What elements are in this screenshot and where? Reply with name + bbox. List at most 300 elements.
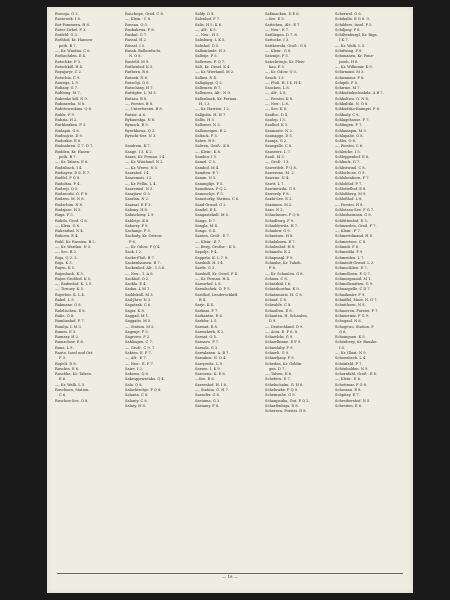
index-entry: Sackenhausen. B 7. [125, 260, 161, 265]
index-entry: E 6. [59, 377, 67, 382]
index-entry: —, Forstei. B 8. [125, 102, 154, 107]
index-entry: Sawinewski. G 9. [265, 186, 297, 191]
index-entry: Ruthenhof. K 5. [125, 64, 154, 69]
index-entry: Saltack. F 5. [195, 133, 218, 138]
index-entry: Schkudinkschinkda. A B 7. [335, 91, 384, 96]
index-entry: Rysehkowa. Q 3. [125, 128, 156, 133]
index-entry: Sapolje. P 4. [195, 250, 218, 255]
index-entry: Rotschia. C 9. [55, 75, 81, 80]
index-entry: H. I 3. [199, 102, 211, 107]
index-entry: Salanta. C 8. [125, 393, 149, 398]
index-entry: Schilders, Insel. F 5. [335, 22, 373, 27]
index-entry: Sangla. M 4. [195, 223, 219, 228]
index-entry: —, Kr. Wierland. M 2. [195, 70, 235, 75]
index-entry: Schlagehouse. F 7. [335, 117, 370, 122]
index-entry: Sad-Jhrw. N 3. [125, 298, 152, 303]
index-entry: Rujen-Großhof. K 5. [55, 276, 92, 281]
index-entry: Rudzen. M. N 8. [55, 197, 85, 202]
index-entry: Schkudsko-Knimpri. F 8. [335, 107, 381, 112]
index-entry: —, Kr. Wardau. N 3. [55, 245, 92, 250]
index-entry: —, Kr. Schaulen. G 8. [265, 271, 304, 276]
index-entry: P 6. [129, 239, 136, 244]
index-entry: Sarskiill, Kr. Oesel. F 4. [195, 271, 239, 276]
index-entry: Schmertdinand. H 8. [335, 234, 373, 239]
index-entry: Sarkfor. L 5. [195, 319, 218, 324]
index-entry: Saage. I 3. K 2. [125, 149, 153, 154]
index-entry: Salachtschje. P Q 8. [125, 388, 162, 393]
index-entry: Salanty. C 8. [125, 398, 148, 403]
index-entry: Sarsola. G 3. [195, 345, 219, 350]
index-entry: Saunja. G 2. [265, 139, 288, 144]
index-entry: Scheuhle. C 8. [265, 303, 292, 308]
index-entry: Saucken. L 8. [265, 86, 290, 91]
index-entry: —, Kr. Talsen. E 6. [55, 160, 89, 165]
index-entry: Sallomeigen. R 2. [195, 128, 228, 133]
index-entry: Rujen. K 5. [55, 266, 76, 271]
index-entry: Schmollown. P. Q 7. [335, 271, 371, 276]
index-entry: Schnorren, Forstei. F 7. [335, 308, 379, 313]
index-entry: Saxo. N 2. [265, 207, 284, 212]
index-entry: Schirme. M 7. [335, 86, 361, 91]
index-entry: Schatzmuriz. H. C 8. [265, 292, 303, 297]
index-entry: Schatzkowlna. K 9. [265, 287, 300, 292]
index-entry: Sarmat. R 8. [195, 324, 218, 329]
index-entry: I 8. [339, 345, 345, 350]
index-entry: Schaulten. E 8. [265, 308, 293, 313]
index-entry: Sallamünde. H 3. [195, 49, 227, 54]
index-entry: Schiltenburgl, Kr. Riga. [335, 33, 378, 38]
index-entry: D 9. [269, 319, 277, 324]
index-entry: —, Radenhof. K. L 5. [55, 282, 93, 287]
index-entry: Rotschkill. H 4. [55, 64, 84, 69]
index-entry: Schizanaur. F 8. [335, 75, 365, 80]
index-entry: Ruschin. E 6. [55, 366, 80, 371]
index-entry: —, Acra. E. F 6. 8. [265, 329, 299, 334]
index-entry: —, Groß-. C 9. 7. [125, 345, 156, 350]
index-entry: Schoingoen. K 5. [335, 335, 366, 340]
index-entry: Scheluchalm. G. H 8. [265, 382, 304, 387]
index-entry: Sappeln. K. L 7. 8. [195, 255, 229, 260]
index-entry: Rubenhe kill. N 9. [55, 96, 88, 101]
index-entry: Rüssel. I 5. [125, 43, 146, 48]
document-page [47, 7, 413, 593]
index-entry: —, Kr. Gdow. P Q 4. [125, 245, 161, 250]
index-entry: Saddeküll. M 3. [125, 292, 154, 297]
index-entry: Rudnojcie. D 9. [55, 133, 83, 138]
index-entry: Schawlaby. F 9. [265, 345, 294, 350]
index-entry: Ruschupe, Grod. C 8. [125, 12, 164, 16]
index-entry: Schipili. F 8. [335, 80, 359, 85]
index-entry: Sacke-Fluß. B 7. [125, 255, 155, 260]
index-entry: Schnithoen. N 8. [335, 303, 366, 308]
index-entry: Schersen, Forstei. D 8. [265, 409, 307, 414]
index-entry: Schmertsee. C 8. [335, 239, 367, 244]
index-entry: Sallemen. B 7. [195, 86, 222, 91]
index-entry: Schleicke. I 5. [335, 149, 361, 154]
index-entry: joseh. H 8. [339, 59, 359, 64]
index-entry: —, Kr. Walk. L 5. [55, 382, 86, 387]
index-entry: Rubzia. H 2. [55, 117, 78, 122]
index-entry: Samel. C 5. [195, 160, 216, 165]
index-entry: Rudzeczhi. O. P 8. [55, 192, 89, 197]
index-entry: Rubbing. M 7. [55, 91, 81, 96]
index-entry: Rutnek. N 6. [125, 75, 149, 80]
index-entry: Samiten. E 7. [195, 170, 220, 175]
index-entry: Schmurgramd. M 1. [335, 276, 372, 281]
index-entry: Salaty. H 8. [125, 403, 146, 408]
index-entry: Sango. D 7. [195, 218, 217, 223]
index-entry: Schadow. G 9. [265, 229, 291, 234]
index-entry: Saxhi-See. E 2. [265, 197, 293, 202]
index-entry: Schlobenhorn. F 7. [335, 176, 370, 181]
index-entry: Rutzie. A 6. [125, 112, 147, 117]
index-entry: —, Forstei. H 8. [335, 202, 364, 207]
index-entry: Schnakmirr. F 9. [335, 292, 366, 297]
index-entry: Sarzenhof. H. I 6. [195, 382, 228, 387]
index-entry: Salwe. R 9. [195, 139, 216, 144]
index-entry: Ruhoen. E 4. [55, 234, 79, 239]
index-entry: Rumlja. L M 3. [55, 324, 82, 329]
index-column-3 [195, 12, 265, 572]
index-entry: Sackenhof, Alt-. 1.5.6. [125, 266, 166, 271]
index-entry: Saggad. M 1. [125, 313, 150, 318]
index-entry: Sallis. H 3. [195, 117, 215, 122]
index-entry: —, Kr. Walk. L 5. [335, 43, 366, 48]
index-entry: Schlei. O 8. [335, 139, 357, 144]
index-entry: Sabany. H 8. [125, 207, 148, 212]
index-entry: Scharfenbaja. D 8. [265, 403, 299, 408]
index-entry: Sarithof, Lenderschkiff. [195, 292, 238, 297]
index-entry: —, Neu-. H 5. [195, 33, 220, 38]
index-entry: Rudzeji. Q 5. [55, 186, 79, 191]
index-entry: Rudzjaze. H 5. [55, 207, 82, 212]
index-entry: Rowega. L 9. [55, 80, 79, 85]
index-entry: Russk. Balbordschi. [125, 49, 162, 54]
index-entry: Schimanen, Kr. Pone- [335, 54, 374, 59]
index-entry: Salisburg. L K 5. [195, 38, 226, 43]
index-entry: Rubinowka. N 8. [55, 102, 86, 107]
index-entry: Schnaepelle. C D 7. [335, 287, 371, 292]
index-entry: Schauten, H. Schaulen. [265, 313, 308, 318]
index-entry: Sattliegen. D 7. 8. [265, 33, 298, 38]
index-entry: Sandel. E 4. [195, 207, 217, 212]
index-entry: Sala. Q 8. [125, 382, 143, 387]
index-entry: —, Station. M 5. [125, 324, 155, 329]
index-entry: Schlapalie. G 8. [335, 133, 364, 138]
index-entry: Schlochcne. G 9. [335, 170, 366, 175]
index-entry: Samhof. M 4. [195, 165, 220, 170]
index-entry: Sabischeny. L 9. [125, 213, 155, 218]
index-entry: —, Groß-. I 3. [265, 160, 290, 165]
index-entry: Sattkewski, Groß-. G 8. [265, 43, 308, 48]
index-entry: Sarnavo. P 7. [195, 340, 220, 345]
index-entry: Sarrsena. K. E 6. [195, 372, 226, 377]
index-entry: —, Kr. Harrien. I 2. [195, 107, 230, 112]
index-entry: Salenhof. F 7. [195, 17, 221, 22]
index-entry: Russau. O 5. [125, 22, 148, 27]
index-entry: Rubdo, Grod. G 8. [55, 218, 88, 223]
index-entry: Schnurrmir. F G 9. [335, 313, 370, 318]
index-entry: Rumbashof. F 7. [55, 319, 85, 324]
index-entry: Saaremiol. N 3. [125, 186, 154, 191]
index-entry: Rujenbach. K 5. [55, 271, 84, 276]
index-entry: —, Klein-. E 6. [335, 377, 361, 382]
index-entry: Rupelt. D 8. [55, 361, 77, 366]
index-entry: Ruskahrwa. F 8. [125, 27, 155, 32]
index-entry: Schlushatnnen. G 8. [335, 213, 372, 218]
index-entry: —, Deutschland. D 9. [265, 324, 304, 329]
index-entry: Sauogalls. C 8. [265, 144, 293, 149]
index-entry: Salis. H 5. K 6. [195, 22, 223, 27]
index-entry: Schmedda. F 9. [335, 250, 364, 255]
index-entry: Sablotje. K 8. [125, 218, 150, 223]
index-entry: —, Klein-. K 8. [195, 149, 222, 154]
index-entry: Rutschji. Q 6. [125, 80, 150, 85]
index-entry: Sallewen. P. Q 7. [195, 59, 226, 64]
index-entry: —, Forstei. K 8. [265, 96, 294, 101]
index-entry: Sallgolin. H. H 7. [195, 112, 227, 117]
index-entry: Schoganl. N 6. [335, 319, 362, 324]
index-entry: Ruhl, Kr. Rassien. B 2. [55, 239, 96, 244]
index-entry: —, Kr. Windau. C 6. [55, 49, 91, 54]
index-entry: Rotschke. F 3. [55, 59, 82, 64]
index-entry: Santen, Groß-. E 7. [195, 234, 230, 239]
index-entry: Sallomei. N 3. [195, 123, 221, 128]
index-entry: Sallenesz, Alt-. N 9. [195, 91, 231, 96]
index-entry: Sassofer. G 8. [195, 393, 220, 398]
index-column-4 [265, 12, 335, 572]
index-entry: Sauß. M 3. [265, 155, 285, 160]
index-entry: Schlistwind. C 8. [335, 165, 366, 170]
index-entry: Schawljany. F 9. [265, 356, 295, 361]
index-entry: Sadau. L M 7. [125, 287, 151, 292]
index-entry: Sallenback, Kr. Pernau. [195, 96, 238, 101]
index-entry: Sagrowo. P 2. [125, 335, 151, 340]
index-entry: Rane. L 9. [55, 345, 74, 350]
index-entry: Schlamapm. M 5. [335, 128, 367, 133]
index-entry: Sakten. E. F 7. [125, 351, 152, 355]
index-entry: Sarryenbc. L 9. [195, 361, 224, 366]
index-entry: C 6. [59, 393, 67, 398]
index-entry: Schlofiberg. M 9. [335, 192, 367, 197]
index-entry: Schmollsmitten. G 9. [335, 282, 374, 287]
index-entry: —, Fluß. H. I 4. H 4. [265, 80, 302, 85]
index-entry: Roter Zirkel. F 3. [55, 27, 87, 32]
index-entry: Saborzy. P 9. [125, 223, 149, 228]
index-entry: Sarrakos. N. O 4. [195, 356, 227, 361]
index-entry: Sauch. I 3. [265, 75, 285, 80]
index-entry: poth. B 7. [59, 155, 77, 160]
index-column-1 [55, 12, 125, 572]
index-entry: Rytschi-See. N 3. [125, 133, 157, 138]
index-entry: Rakmanz. O 8. [55, 303, 82, 308]
index-entry: Saunagge. D 5. [265, 133, 293, 138]
index-entry: I K 7. [339, 38, 349, 43]
index-entry: Raute, Insel und Ort. [55, 351, 94, 355]
index-entry: Schaeisen. H 8. [265, 234, 294, 239]
index-entry: Schapuagl. F 9. [265, 255, 294, 260]
index-entry: Rot-Pommern. H 8. [55, 22, 90, 27]
index-entry: Samm. N 5. [195, 176, 217, 181]
index-entry: —, Kr. Gdow. Q 3. [265, 70, 297, 75]
index-entry: Schniffel, Moor. N. O 7. [335, 298, 378, 303]
index-entry: Sachody, Kr. Ostrow. [125, 234, 163, 239]
index-entry: —, Talsen. E 6. [265, 372, 293, 377]
index-entry: —, Forstei. C 6. [335, 144, 364, 149]
index-entry: Sawordy. P 8. [265, 192, 290, 197]
index-entry: Schoenbech. L 4. [335, 356, 367, 361]
index-entry: Rudultza. F 4. [55, 181, 81, 186]
index-entry: Saulhof. K 5. [265, 123, 289, 128]
index-entry: Schönfeld. F 7. [335, 361, 363, 366]
index-entry: Roessja. O 2. [55, 12, 79, 16]
index-entry: Schleppenhof. E 6. [335, 155, 370, 160]
index-entry: Sauflec. D 4. [265, 112, 289, 117]
index-entry: Rulie. O 8. [55, 313, 75, 318]
index-entry: Schawlkinne. E F 9. [265, 340, 302, 345]
page-number: — 18 — [222, 574, 238, 579]
index-entry: —, Neu-. L 8. [265, 102, 289, 107]
index-entry: Rostowek. I 8. [55, 17, 81, 22]
index-entry: —, Sec. B 2. [55, 250, 77, 255]
index-entry: —, Alt-. L 8. [265, 91, 287, 96]
index-entry: Rutschany. H 7. [125, 86, 154, 91]
index-entry: poth. B 7. [59, 43, 77, 48]
index-entry: Saaremois. I 2. [125, 176, 153, 181]
index-entry: —, Kr. Pernau. H 4. [195, 276, 231, 281]
index-entry: Schönhalden. N 9. [335, 366, 369, 371]
index-entry: Schkudy. C 8. [335, 112, 360, 117]
index-entry: —See. E 6. [195, 377, 215, 382]
index-entry: Schaube, Kr. Tukoh. [265, 260, 302, 265]
index-entry: Rothschden. E 4. [55, 54, 87, 59]
index-entry: Sawene. N 4. [265, 176, 290, 181]
index-entry: Saarahof. I 4. [125, 170, 150, 175]
index-entry: Rutzau. B 8. [125, 96, 148, 101]
index-entry: Ruschneu, Station. [55, 388, 90, 393]
index-entry: Sagatzak. C 6. [125, 303, 152, 308]
index-entry: Rymsch. R 9. [125, 123, 149, 128]
index-entry: —, Kr. Fellin. L 4. [125, 181, 157, 186]
index-entry: Schawlcki. G 9. [265, 335, 294, 340]
index-entry: Schkoltwo. O. N 8. [335, 96, 369, 101]
index-entry: —, Neu-. E 7. [265, 27, 290, 32]
index-entry: Ruckbraken. F 3. [55, 123, 87, 128]
index-entry: Rybautskja. N 8. [125, 117, 156, 122]
index-entry: Schlobhof. F 7. [335, 181, 363, 186]
index-entry: —See. E 5. [265, 17, 285, 22]
index-entry: Rudzibach. I 4. [55, 165, 83, 170]
index-entry: Schkultiki. N. O 8. [335, 102, 369, 107]
index-entry: Saarjärw. O 5. [125, 192, 151, 197]
index-entry: Ruga. F 3. [55, 213, 74, 218]
index-entry: Scherwel. O 6. [335, 12, 362, 16]
index-entry: Sagenje. P 5. [125, 329, 149, 334]
index-entry: Rustelil. M 9. [125, 59, 150, 64]
index-entry: Schmiedt-Grund. L 2. [335, 260, 375, 265]
index-entry: Schönberg, Kr. Bauske. [335, 340, 378, 345]
index-entry: Sammglije. P 5. [195, 181, 224, 186]
index-entry: Sackhof. O 2. [125, 276, 150, 281]
index-entry: Saßmacken. D E 6. [265, 12, 300, 16]
index-entry: Salishof. O 5. [195, 43, 220, 48]
index-entry: Saggatis. M 5. [125, 319, 152, 324]
index-entry: Schpitey. E 7. [335, 393, 360, 398]
index-entry: —, Kr. Illuxt. N 9. [335, 351, 367, 355]
index-entry: Schachmiro. P Q 8. [265, 213, 300, 218]
index-entry: Saulep. I 3. [265, 117, 286, 122]
index-entry: Sarkantze. E 6. [195, 313, 223, 318]
index-entry: Schaneln. K 2. [265, 250, 292, 255]
index-entry: —, Tirnuey. K 5. [55, 287, 84, 292]
index-entry: F 6. [269, 266, 277, 271]
index-entry: Saire. I 2. [125, 366, 143, 371]
index-columns [55, 12, 405, 572]
index-entry: Rudnahren. C 7. D 7. [55, 144, 94, 149]
index-entry: Scheluwka. P Q 9. [265, 388, 299, 393]
index-entry: —, Unterforstei. B 8. [125, 107, 163, 112]
index-entry: Saara, Kr. Pernau. I 4. [125, 155, 166, 160]
index-entry: Saarlan. N 2. [125, 197, 150, 202]
index-entry: Schatzkiil. I 6. [265, 282, 292, 287]
index-entry: Sawit. L 7. [265, 181, 285, 186]
index-entry: Sakrupjewzenko. Q 4. [125, 377, 165, 382]
index-entry: Rutttgfer. L. M 3. [125, 91, 157, 96]
index-entry: Sahlingen. C 7. [125, 340, 153, 345]
index-entry: Sangastekull. M 5. [195, 213, 230, 218]
index-entry: Salleije. P 5. [195, 54, 218, 59]
index-entry: —, Klein-. G 8. [265, 49, 292, 54]
index-entry: Schiballa. E G 8. 9. [335, 17, 370, 22]
index-entry: Schreiten. E 6. [335, 403, 363, 408]
index-entry: gen. D 7. [269, 366, 286, 371]
index-entry: —, Kleiu. G 8. [55, 223, 81, 228]
index-entry: Sattichen, Alt-. E 7. [265, 22, 301, 27]
index-entry: Schlotzno-See. F G 7. [335, 207, 375, 212]
index-entry: Russal. H 2. [125, 38, 147, 43]
index-entry: Sachanje. P 5. [125, 229, 151, 234]
index-entry: —, Neu-. 1. A 6. [125, 271, 154, 276]
index-entry: Schmarden, Groß. F 7. [335, 223, 377, 228]
index-entry: Schaux. C 8. [265, 276, 288, 281]
index-entry: Schmeiden. L 7. [335, 255, 365, 260]
index-entry: Rumzay. H 2. [55, 335, 80, 340]
index-entry: Schlottelhof. E 8. [335, 186, 367, 191]
index-entry: Schmocklien. E 7. [335, 266, 368, 271]
index-entry: Saumaste. N 2. [265, 128, 293, 133]
index-entry: Sastamy. F 8. [195, 403, 220, 408]
index-entry: F 3. [59, 356, 67, 361]
index-entry: Rujerber. K. L 4. [55, 292, 85, 297]
index-entry: Sackla. E 4. [125, 282, 147, 287]
index-entry: Ruschon-See. O 8. [55, 398, 89, 403]
index-entry: Rudzchim. N 8. [55, 202, 84, 207]
index-entry: Sambor. I 5. [195, 155, 218, 160]
index-entry: Sawerdelt. P Q 8. [265, 165, 297, 170]
index-entry: Rakel. L 9. [55, 298, 75, 303]
index-entry: Saarsal. E F 3. [125, 202, 152, 207]
index-entry: Rubttowsokina. Q 6. [55, 107, 93, 112]
index-entry: Songo. G 4. [195, 229, 217, 234]
index-entry: Schornfahl, Groß-. E 8. [335, 372, 378, 377]
index-entry: Rudden, Kr. Hasen- [55, 149, 91, 154]
index-entry: Rotfeld. G 3. [55, 33, 78, 38]
index-entry: Saadrem. K 7. [125, 144, 151, 149]
index-entry: Schalabnen. E 7. [265, 239, 296, 244]
index-entry: Ruble. F 9. [55, 112, 75, 117]
index-entry: Scheden, Kr. Goldin- [265, 361, 303, 366]
index-entry: Satznije. P 5. [265, 54, 289, 59]
